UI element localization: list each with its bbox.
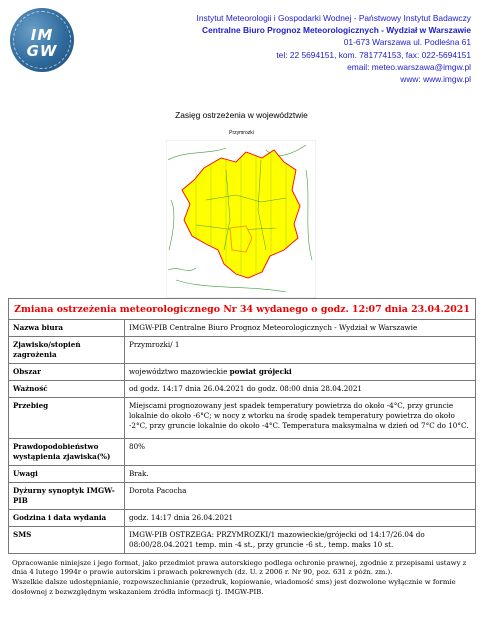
row-value xyxy=(125,364,475,380)
row-key: Nazwa biura xyxy=(9,320,125,336)
table-row xyxy=(9,483,475,510)
row-value: od godz. 14:17 dnia 26.04.2021 do godz. 08:00 dnia 28.04.2021 xyxy=(129,384,362,393)
legal-notice xyxy=(12,559,472,598)
row-value: Dorota Pacocha xyxy=(129,486,187,495)
logo-text-top: IM xyxy=(30,26,54,44)
table-row xyxy=(9,527,475,553)
office-phone: tel: 22 5694151, kom. 781774153, fax: 022-5694151 xyxy=(276,49,471,60)
row-key: Ważność xyxy=(9,381,125,397)
table-row xyxy=(9,439,475,466)
warning-map xyxy=(166,140,316,298)
table-row xyxy=(9,510,475,527)
row-value: IMGW-PIB OSTRZEGA: PRZYMROZKI/1 mazowieckie/grójecki od 14:17/26.04 do 08:00/28.04.2021 temp. min -4 st., przy gruncie -6 st., temp. maks 10 st. xyxy=(129,530,425,549)
row-key: Dyżurny synoptyk IMGW-PIB xyxy=(9,483,125,509)
area-prefix: województwo mazowieckie xyxy=(129,367,230,376)
table-row xyxy=(9,320,475,337)
warning-title: Zmiana ostrzeżenia meteorologicznego Nr 34 wydanego o godz. 12:07 dnia 23.04.2021 xyxy=(9,299,475,320)
table-row xyxy=(9,466,475,483)
area-county: powiat grójecki xyxy=(229,367,292,376)
row-key: Uwagi xyxy=(9,466,125,482)
row-key: Obszar xyxy=(9,364,125,380)
institute-header xyxy=(131,12,471,85)
row-value: Przymrozki/ 1 xyxy=(129,340,180,349)
office-name: Centralne Biuro Prognoz Meteorologicznych - Wydział w Warszawie xyxy=(202,25,471,36)
row-key: Przebieg xyxy=(9,398,125,438)
row-value: 80% xyxy=(129,442,145,451)
office-website: www: www.imgw.pl xyxy=(400,74,471,85)
row-key: Godzina i data wydania xyxy=(9,510,125,526)
warning-table xyxy=(8,298,476,554)
office-address: 01-673 Warszawa ul. Podleśna 61 xyxy=(343,37,471,48)
table-row xyxy=(9,364,475,381)
table-row xyxy=(9,337,475,364)
row-value: Miejscami prognozowany jest spadek temperatury powietrza do około -4°C, przy gruncie lokalnie do około -6°C; w nocy z wtorku na środę spadek temperatury powietrza do około -2°C, przy gruncie lokalnie do około -4°C. Temperatura maksymalna w dzień od 7°C do 10°C. xyxy=(129,401,469,430)
legal-notice-copyright: Opracowanie niniejsze i jego format, jako przedmiot prawa autorskiego podlega ochronie prawnej, zgodnie z przepisami ustawy z dnia 4 lutego 1994r o prawie autorskim i prawach pokrewnych (dz. U. z 2006 r. Nr 90, poz. 631 z późn. zm.). xyxy=(12,559,467,577)
row-value: Brak. xyxy=(129,469,149,478)
map-title: Zasięg ostrzeżenia w województwie xyxy=(175,110,308,120)
table-row xyxy=(9,381,475,398)
voivodeship-map xyxy=(166,140,316,298)
table-row xyxy=(9,398,475,439)
legal-notice-distribution: Wszelkie dalsze udostępnianie, rozpowszechnianie (przedruk, kopiowanie, wiadomość sms) jest dozwolone wyłącznie w formie dosłownej z bezwzględnym wskazaniem źródła informacji tj. IMGW-PIB. xyxy=(12,578,456,596)
row-key: Zjawisko/stopień zagrożenia xyxy=(9,337,125,363)
row-value: IMGW-PIB Centralne Biuro Prognoz Meteorologicznych - Wydział w Warszawie xyxy=(129,323,418,332)
row-value: godz. 14:17 dnia 26.04.2021 xyxy=(129,513,234,522)
logo-text-bottom: GW xyxy=(26,42,58,60)
institute-name: Instytut Meteorologii i Gospodarki Wodnej - Państwowy Instytut Badawczy xyxy=(196,13,471,23)
imgw-logo xyxy=(10,8,74,72)
row-key: SMS xyxy=(9,527,125,553)
row-key: Prawdopodobieństwo wystąpienia zjawiska(%) xyxy=(9,439,125,465)
office-email: email: meteo.warszawa@imgw.pl xyxy=(347,61,471,72)
map-caption: Przymrozki xyxy=(229,130,254,136)
